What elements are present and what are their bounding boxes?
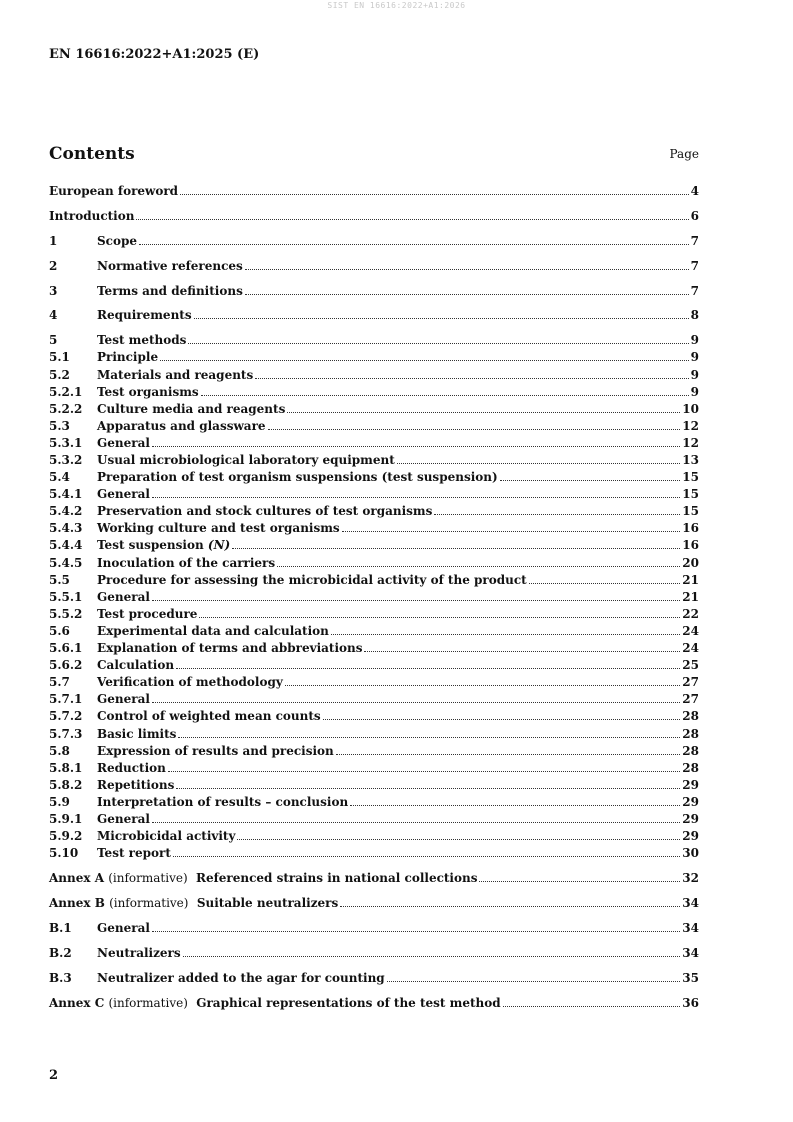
dot-leader [268,429,681,430]
toc-entry-page: 16 [682,521,699,536]
dot-leader [199,617,680,618]
toc-entry-title: Terms and definitions [97,283,243,298]
toc-entry-title-text: Test suspension [97,538,204,553]
toc-entry-page: 24 [682,641,699,656]
toc-entry[interactable] [49,589,699,606]
toc-entry[interactable] [49,743,699,760]
dot-leader [255,378,688,379]
toc-entry-title: Neutralizer added to the agar for counting [97,970,385,985]
toc-entry-title: Interpretation of results – conclusion [97,794,349,809]
toc-entry[interactable] [49,828,699,845]
toc-entry-page: 4 [690,184,699,198]
dot-leader [503,1006,681,1007]
toc-entry-number: 5.3.2 [49,453,83,467]
toc-entry-title: General [97,692,150,707]
toc-entry[interactable] [49,503,699,520]
toc-entry-title [49,870,477,887]
dot-leader [245,294,689,295]
toc-entry-number: 5.1 [49,350,70,365]
toc-entry[interactable] [49,537,699,554]
dot-leader [479,881,680,882]
toc-entry-page: 16 [682,538,699,553]
toc-entry-number: 5.10 [49,846,79,861]
toc-entry[interactable] [49,708,699,725]
toc-entry-page: 28 [682,743,699,758]
toc-annex-entry[interactable] [49,895,699,912]
toc-entry-number: 5.5.2 [49,606,83,621]
toc-entry-title: Reduction [97,760,166,775]
toc-entry[interactable] [49,401,699,418]
toc-entry-title: Procedure for assessing the microbicidal activity of the product [97,572,527,587]
dot-leader [152,497,680,498]
toc-entry[interactable] [49,657,699,674]
toc-entry[interactable] [49,486,699,503]
toc-entry-title: Materials and reagents [97,367,254,382]
dot-leader [178,737,680,738]
toc-entry-title: General [97,487,150,502]
dot-leader [232,548,680,549]
toc-entry-number: 5.8.1 [49,760,83,775]
toc-entry[interactable] [49,258,699,275]
toc-entry[interactable] [49,970,699,987]
toc-entry-title: General [97,589,150,604]
toc-entry[interactable] [49,920,699,937]
toc-entry-number: 5.6.1 [49,641,83,656]
toc-entry-page: 15 [682,470,699,485]
annex-title: Graphical representations of the test method [196,995,501,1010]
toc-entry[interactable] [49,674,699,691]
toc-entry-number: 3 [49,283,58,298]
toc-entry-number: 5.7.1 [49,692,83,707]
toc-entry[interactable] [49,452,699,469]
toc-entry[interactable] [49,520,699,537]
dot-leader [160,360,689,361]
toc-entry-page: 12 [682,435,699,450]
toc-entry-number: 5.6 [49,623,70,638]
dot-leader [387,981,681,982]
toc-entry-title: Principle [97,350,159,365]
dot-leader [529,583,681,584]
dot-leader [194,318,689,319]
toc-entry-title: Requirements [97,308,192,323]
toc-entry-page: 9 [690,367,699,382]
toc-entry-page: 32 [682,871,699,886]
toc-entry-title: Microbicidal activity [97,829,236,844]
toc-entry-title: Introduction [49,208,135,223]
toc-entry[interactable] [49,283,699,300]
toc-entry-page: 34 [682,920,699,935]
dot-leader [287,412,680,413]
toc-entry-page: 29 [682,829,699,844]
toc-entry-title: Test methods [97,333,187,348]
dot-leader [180,194,689,195]
toc-entry[interactable] [49,367,699,384]
annex-title: Referenced strains in national collections [196,871,478,886]
page-column-label: Page [669,147,699,161]
toc-entry-title: Calculation [97,658,175,673]
document-id: EN 16616:2022+A1:2025 (E) [49,47,260,62]
toc-entry-number: 5.9.1 [49,811,83,826]
annex-label: Annex B [49,895,105,910]
toc-entry[interactable] [49,606,699,623]
dot-leader [152,702,680,703]
toc-entry[interactable] [49,183,699,200]
toc-entry-number: 5.8 [49,743,70,758]
toc-entry-title: Repetitions [97,777,175,792]
toc-entry-number: 5.4.2 [49,504,83,519]
toc-entry-page: 9 [690,384,699,399]
dot-leader [397,463,681,464]
toc-entry-number: 5.4.5 [49,555,83,570]
toc-entry[interactable] [49,208,699,225]
toc-entry-page: 29 [682,811,699,826]
toc-entry-title: Apparatus and glassware [97,418,266,433]
toc-entry[interactable] [49,435,699,452]
dot-leader [364,651,680,652]
annex-title: Suitable neutralizers [196,895,339,910]
dot-leader [350,805,680,806]
annex-label: Annex C [49,995,105,1010]
toc-entry-page: 7 [690,233,699,248]
toc-entry-page: 9 [690,333,699,348]
dot-leader [201,395,689,396]
annex-label: Annex A [49,871,105,886]
dot-leader [188,343,688,344]
dot-leader [173,856,680,857]
dot-leader [152,446,680,447]
toc-entry-number: 5.7 [49,675,70,690]
toc-entry-page: 8 [690,308,699,323]
toc-entry-page: 10 [682,401,699,416]
dot-leader [168,771,680,772]
toc-entry[interactable] [49,726,699,743]
toc-annex-entry[interactable] [49,995,699,1012]
toc-entry[interactable] [49,945,699,962]
toc-entry-title: General [97,920,150,935]
toc-entry-title: Experimental data and calculation [97,623,329,638]
dot-leader [176,668,680,669]
toc-entry[interactable] [49,418,699,435]
toc-entry-page: 29 [682,794,699,809]
dot-leader [152,822,680,823]
toc-entry-title: Neutralizers [97,945,181,960]
toc-entry-title [49,995,501,1012]
annex-informative: (informative) [108,995,188,1010]
toc-entry-page: 24 [682,623,699,638]
toc-entry-number: 5.4.3 [49,521,83,536]
toc-entry-title: Test procedure [97,606,198,621]
toc-entry-title: General [97,435,150,450]
toc-entry-number: 4 [49,308,58,323]
toc-entry-page: 7 [690,258,699,273]
toc-entry[interactable] [49,845,699,862]
dot-leader [237,839,680,840]
toc-entry-page: 15 [682,487,699,502]
toc-entry-title: European foreword [49,184,179,198]
toc-entry-page: 6 [690,208,699,223]
toc-entry[interactable] [49,811,699,828]
toc-entry-title: Explanation of terms and abbreviations [97,641,363,656]
toc-entry[interactable] [49,777,699,794]
toc-entry-title: Usual microbiological laboratory equipment [97,453,395,467]
toc-entry-number: 5.8.2 [49,777,83,792]
toc-entry-page: 27 [682,675,699,690]
dot-leader [340,906,680,907]
toc-entry-number: 5.6.2 [49,658,83,673]
toc-entry-page: 13 [682,453,699,467]
dot-leader [342,531,681,532]
toc-entry-title: Expression of results and precision [97,743,334,758]
toc-entry-title: Verification of methodology [97,675,283,690]
toc-entry-page: 34 [682,895,699,910]
dot-leader [500,480,681,481]
dot-leader [285,685,680,686]
toc-entry[interactable] [49,572,699,589]
toc-entry-page: 22 [682,606,699,621]
toc-entry[interactable] [49,794,699,811]
toc-entry[interactable] [49,640,699,657]
toc-entry-number: 5.5 [49,572,70,587]
toc-entry-title: General [97,811,150,826]
toc-entry[interactable] [49,332,699,349]
toc-entry-title: Normative references [97,258,243,273]
dot-leader [331,634,680,635]
toc-entry-number: 5 [49,333,58,348]
toc-entry-page: 21 [682,572,699,587]
toc-entry[interactable] [49,691,699,708]
toc-entry-number: B.2 [49,945,72,960]
toc-entry-title: Culture media and reagents [97,401,286,416]
dot-leader [136,219,688,220]
toc-entry-page: 36 [682,995,699,1010]
toc-entry-page: 28 [682,760,699,775]
dot-leader [245,269,689,270]
toc-entry-page: 27 [682,692,699,707]
toc-entry-number: 5.3 [49,418,70,433]
toc-entry-number: 5.7.3 [49,726,83,741]
toc-entry-title: Basic limits [97,726,177,741]
dot-leader [434,514,680,515]
dot-leader [152,931,680,932]
dot-leader [139,244,689,245]
toc-entry-title: Working culture and test organisms [97,521,340,536]
toc-entry[interactable] [49,233,699,250]
dot-leader [336,754,681,755]
annex-informative: (informative) [109,895,189,910]
toc-entry-number: B.3 [49,970,72,985]
toc-entry-number: 5.3.1 [49,435,83,450]
toc-entry[interactable] [49,307,699,324]
toc-entry-number: 5.4.1 [49,487,83,502]
toc-entry-page: 28 [682,709,699,724]
toc-entry[interactable] [49,349,699,366]
table-of-contents [49,183,699,1012]
toc-entry-page: 20 [682,555,699,570]
toc-entry-title: Scope [97,233,138,248]
dot-leader [183,956,681,957]
toc-entry-number: 5.2 [49,367,70,382]
toc-entry-symbol: (N) [207,538,231,553]
contents-heading: Contents [49,144,135,164]
toc-entry-number: 5.2.2 [49,401,83,416]
toc-entry-page: 34 [682,945,699,960]
toc-annex-entry[interactable] [49,870,699,887]
toc-entry[interactable] [49,469,699,486]
toc-entry-page: 7 [690,283,699,298]
toc-entry-title: Inoculation of the carriers [97,555,276,570]
toc-entry-number: 2 [49,258,58,273]
page-number: 2 [49,1068,59,1083]
toc-entry-page: 35 [682,970,699,985]
toc-entry-number: 5.5.1 [49,589,83,604]
dot-leader [152,600,680,601]
toc-entry-title: Preservation and stock cultures of test organisms [97,504,433,519]
annex-informative: (informative) [108,871,188,886]
toc-entry-page: 28 [682,726,699,741]
toc-entry[interactable] [49,623,699,640]
toc-entry[interactable] [49,760,699,777]
toc-entry-title [97,537,230,554]
toc-entry-number: 5.4 [49,470,70,485]
toc-entry-title: Preparation of test organism suspensions (test suspension) [97,470,498,485]
dot-leader [323,719,681,720]
toc-entry-title: Test organisms [97,384,199,399]
toc-entry-number: 5.4.4 [49,538,83,553]
toc-entry-page: 9 [690,350,699,365]
toc-entry-page: 21 [682,589,699,604]
dot-leader [176,788,680,789]
toc-entry-title: Control of weighted mean counts [97,709,321,724]
toc-entry[interactable] [49,384,699,401]
toc-entry-page: 15 [682,504,699,519]
toc-entry[interactable] [49,555,699,572]
toc-entry-page: 12 [682,418,699,433]
toc-entry-title: Test report [97,846,171,861]
toc-entry-page: 25 [682,658,699,673]
toc-entry-number: B.1 [49,920,72,935]
toc-entry-page: 30 [682,846,699,861]
toc-entry-number: 5.2.1 [49,384,83,399]
toc-entry-page: 29 [682,777,699,792]
toc-entry-title [49,895,338,912]
dot-leader [277,566,680,567]
toc-entry-number: 5.9 [49,794,70,809]
toc-entry-number: 1 [49,233,58,248]
toc-entry-number: 5.9.2 [49,829,83,844]
toc-entry-number: 5.7.2 [49,709,83,724]
watermark: SIST EN 16616:2022+A1:2026 [327,1,466,10]
